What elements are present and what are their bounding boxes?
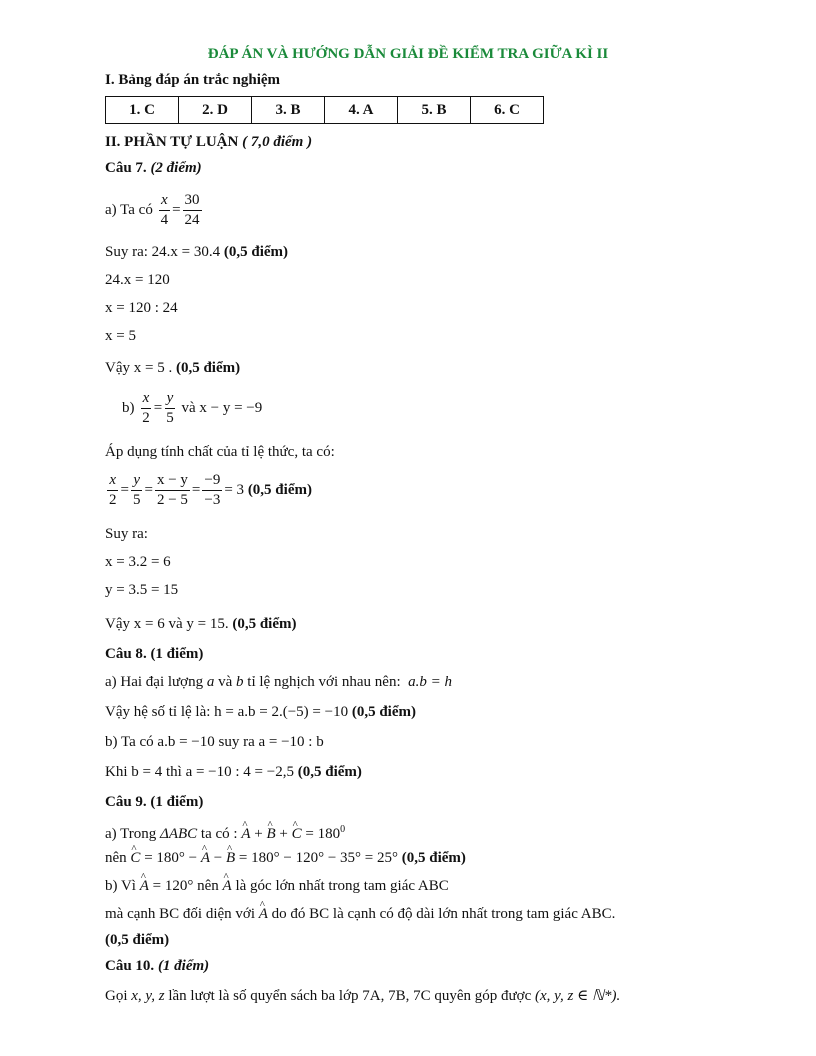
answer-cell: 6. C xyxy=(471,97,544,124)
fraction: $\frac{x}{4}$ xyxy=(160,192,169,229)
question-7b-suyra: Suy ra: xyxy=(105,526,148,542)
answer-row xyxy=(106,97,544,124)
question-7a-step4: x = 5 xyxy=(105,328,136,344)
question-9b-text-2: mà cạnh BC đối diện với ^ A do đó BC là cạnh có độ dài lớn nhất trong tam giác ABC. xyxy=(105,904,615,924)
question-7a-step1: Suy ra: 24.x = 30.4 (0,5 điểm) xyxy=(105,244,289,260)
question-8b-result: Khi b = 4 thì a = −10 : 4 = −2,5 (0,5 điểm) xyxy=(105,764,362,780)
question-7b-x-result: x = 3.2 = 6 xyxy=(105,554,171,570)
answer-cell: 1. C xyxy=(106,97,179,124)
fraction: $\frac{x}{2}$ xyxy=(109,472,117,509)
section-essay-points: ( 7,0 điểm ) xyxy=(242,134,313,150)
fraction: $\frac{30}{24}$ xyxy=(184,192,200,229)
question-7a-step3: x = 120 : 24 xyxy=(105,300,178,316)
answer-table xyxy=(105,96,544,124)
question-7b-y-result: y = 3.5 = 15 xyxy=(105,582,179,598)
question-9a-result: nên ^ C = 180° − ^ A − ^ B = 180° − 120° − 35° = 25° (0,5 điểm) xyxy=(105,848,466,868)
section-essay-title: II. PHẦN TỰ LUẬN xyxy=(105,134,239,150)
question-8a-coefficient: Vậy hệ số tỉ lệ là: h = a.b = 2.(−5) = −10 (0,5 điểm) xyxy=(105,704,416,720)
fraction: $\frac{x}{2}$ xyxy=(142,390,150,427)
fraction: $\frac{x - y}{2 - 5}$ xyxy=(156,472,188,509)
question-10-text: Gọi x, y, z lần lượt là số quyển sách ba lớp 7A, 7B, 7C quyên góp được (x, y, z ∈ ℕ*). xyxy=(105,988,621,1004)
fraction: $\frac{y}{5}$ xyxy=(132,472,141,509)
document-title: ĐÁP ÁN VÀ HƯỚNG DẪN GIẢI ĐỀ KIỂM TRA GIỮA KÌ II xyxy=(207,46,609,62)
answer-cell: 3. B xyxy=(252,97,325,124)
question-7-heading: Câu 7. (2 điểm) xyxy=(105,160,202,176)
question-7b-given: b) $\frac{x}{2}$ = $\frac{y}{5}$ và x − y = −9 xyxy=(122,390,263,427)
question-9b-text: b) Vì ^ A = 120° nên ^ A là góc lớn nhất trong tam giác ABC xyxy=(105,876,449,896)
answer-cell: 2. D xyxy=(179,97,252,124)
question-8-heading: Câu 8. (1 điểm) xyxy=(105,646,204,662)
question-7a-conclusion: Vậy x = 5 . (0,5 điểm) xyxy=(105,360,241,376)
question-7a-given: a) Ta có $\frac{x}{4}$ = $\frac{30}{24}$ xyxy=(105,192,200,229)
question-9a-sum: a) Trong ΔABC ta có : ^ A + ^ B + ^ $C = 180^0$ xyxy=(105,820,345,844)
fraction: $\frac{-9}{-3}$ xyxy=(204,472,221,509)
question-7a-step2: 24.x = 120 xyxy=(105,272,170,288)
question-7b-property: Áp dụng tính chất của tỉ lệ thức, ta có: xyxy=(105,444,335,460)
question-9-heading: Câu 9. (1 điểm) xyxy=(105,794,204,810)
question-7b-chain: $\frac{x}{2}$ = $\frac{y}{5}$ = $\frac{x - y}{2 - 5}$ = $\frac{-9}{-3}$ = 3 (0,5 điểm) xyxy=(109,472,312,509)
question-7b-conclusion: Vậy x = 6 và y = 15. (0,5 điểm) xyxy=(105,616,297,632)
section-multiple-choice-heading: I. Bảng đáp án trắc nghiệm xyxy=(105,72,281,88)
question-9b-points: (0,5 điểm) xyxy=(105,932,170,948)
answer-cell: 5. B xyxy=(398,97,471,124)
question-8b-text: b) Ta có a.b = −10 suy ra a = −10 : b xyxy=(105,734,324,750)
fraction: $\frac{y}{5}$ xyxy=(166,390,174,427)
answer-cell: 4. A xyxy=(325,97,398,124)
question-10-heading: Câu 10. (1 điểm) xyxy=(105,958,210,974)
question-8a-text: a) Hai đại lượng a và b tỉ lệ nghịch với nhau nên: a.b = h xyxy=(105,674,452,690)
section-essay-heading xyxy=(105,132,312,152)
